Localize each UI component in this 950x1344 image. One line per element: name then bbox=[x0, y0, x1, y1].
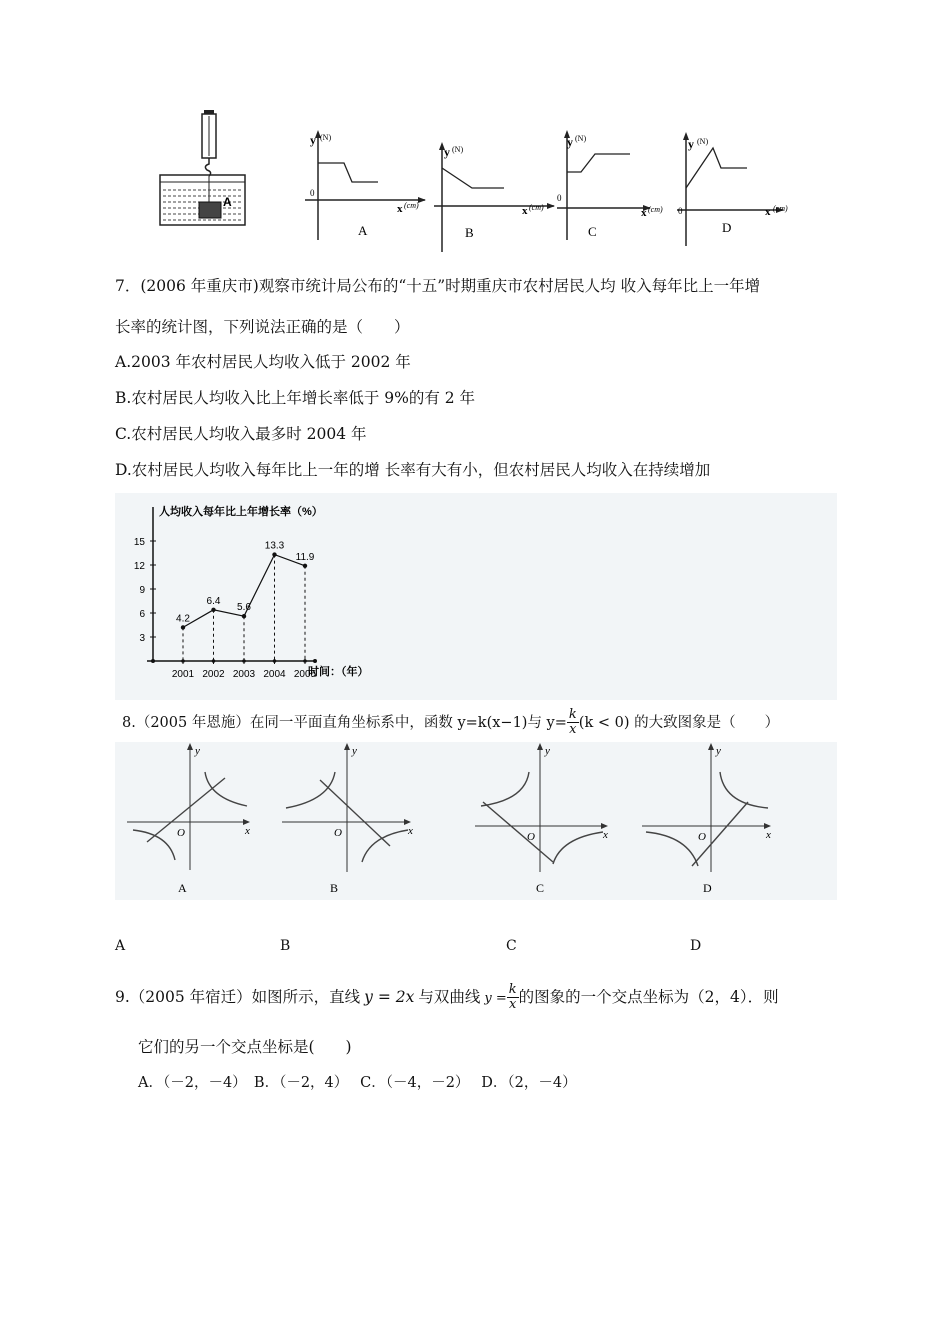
data-label: 4.2 bbox=[176, 613, 190, 625]
svg-text:x: x bbox=[641, 207, 647, 219]
x-tick-label: 2002 bbox=[202, 669, 225, 680]
svg-text:x: x bbox=[397, 203, 403, 215]
x-axis-label: 时间：（年） bbox=[308, 666, 369, 678]
data-label: 5.6 bbox=[237, 602, 251, 614]
q8-fraction: $\frac{k}{x}$ bbox=[568, 707, 577, 738]
x-tick-label: 2005 bbox=[293, 669, 317, 680]
data-label: 6.4 bbox=[206, 595, 221, 607]
q8-prefix: 8.（2005 年恩施）在同一平面直角坐标系中，函数 y=k(x−1)与 y= bbox=[122, 714, 567, 731]
q7-option-c: C.农村居民人均收入最多时 2004 年 bbox=[115, 425, 367, 443]
q7-option-a: A.2003 年农村居民人均收入低于 2002 年 bbox=[115, 353, 411, 371]
q8-graph-a bbox=[125, 742, 260, 897]
svg-text:(N): (N) bbox=[697, 137, 709, 146]
graph-option-d bbox=[675, 130, 800, 248]
svg-text:y: y bbox=[195, 745, 200, 757]
q9-line1: 9.（2005 年宿迁）如图所示，直线 y = 2x 与双曲线 y = $\frac{k}{x}$ 的图象的一个交点坐标为（2，4）．则 bbox=[115, 982, 779, 1013]
q7-option-b: B.农村居民人均收入比上年增长率低于 9%的有 2 年 bbox=[115, 389, 476, 407]
x-tick-label: 2003 bbox=[232, 669, 256, 680]
option-label: C bbox=[588, 224, 597, 239]
q7-option-d: D.农村居民人均收入每年比上一年的增 长率有大有小，但农村居民人均收入在持续增加 bbox=[115, 461, 711, 479]
q7-line2: 长率的统计图，下列说法正确的是（ ） bbox=[115, 318, 410, 336]
q7-line1: 7．(2006 年重庆市)观察市统计局公布的“十五”时期重庆市农村居民人均 收入每年比上一年增 bbox=[115, 277, 761, 295]
y-tick-label: 12 bbox=[133, 561, 145, 572]
data-label: 11.9 bbox=[295, 551, 315, 563]
svg-text:y: y bbox=[352, 745, 357, 757]
chart-title: 人均收入每年比上年增长率（%） bbox=[159, 506, 323, 518]
block-label: A bbox=[223, 195, 232, 209]
svg-text:y: y bbox=[716, 745, 721, 757]
y-tick-label: 3 bbox=[139, 633, 145, 644]
q8-graph-d bbox=[640, 742, 780, 897]
q8-answer-b: B bbox=[280, 938, 291, 954]
svg-text:y: y bbox=[545, 745, 550, 757]
svg-text:C: C bbox=[536, 881, 545, 895]
y-tick-label: 9 bbox=[139, 585, 145, 596]
svg-text:0: 0 bbox=[678, 206, 683, 216]
data-point bbox=[272, 552, 276, 556]
q9-fraction: $\frac{k}{x}$ bbox=[508, 982, 517, 1013]
svg-text:x: x bbox=[603, 829, 608, 841]
data-point bbox=[181, 625, 185, 629]
option-label: B bbox=[465, 225, 474, 240]
q8-suffix: (k < 0) 的大致图象是（ ） bbox=[578, 714, 780, 731]
svg-text:O: O bbox=[527, 831, 535, 843]
q8-answer-d: D bbox=[690, 938, 702, 954]
x-tick-label: 2001 bbox=[171, 669, 195, 680]
growth-rate-chart bbox=[115, 493, 837, 700]
svg-text:O: O bbox=[177, 827, 185, 839]
svg-text:y: y bbox=[444, 145, 450, 159]
graph-option-c bbox=[555, 128, 685, 243]
svg-text:B: B bbox=[330, 881, 339, 895]
svg-text:(N): (N) bbox=[452, 145, 464, 154]
q9-line2: 它们的另一个交点坐标是( ) bbox=[138, 1038, 352, 1056]
q8-answer-a: A bbox=[115, 938, 126, 954]
svg-text:x: x bbox=[522, 205, 528, 217]
svg-text:O: O bbox=[698, 831, 706, 843]
data-point bbox=[303, 564, 307, 568]
svg-text:x: x bbox=[245, 825, 250, 837]
svg-text:(N): (N) bbox=[320, 133, 332, 142]
svg-text:y: y bbox=[567, 135, 573, 149]
axis-origin-dot bbox=[151, 659, 155, 663]
x-tick-label: 2004 bbox=[263, 669, 286, 680]
svg-text:(cm): (cm) bbox=[404, 201, 419, 210]
axis-end-dot bbox=[313, 659, 317, 663]
svg-text:(cm): (cm) bbox=[529, 203, 544, 212]
svg-text:O: O bbox=[334, 827, 342, 839]
q9-options: A．（－2，－4） B．（－2，4） C．（－4，－2） D．（2，－4） bbox=[138, 1075, 577, 1091]
graph-option-a bbox=[300, 128, 430, 243]
q8-graph-b bbox=[280, 742, 420, 897]
svg-text:0: 0 bbox=[557, 193, 562, 203]
q8-question bbox=[122, 708, 779, 738]
svg-text:x: x bbox=[765, 206, 771, 218]
svg-text:A: A bbox=[178, 881, 187, 895]
svg-text:(cm): (cm) bbox=[773, 204, 788, 213]
graph-option-b bbox=[432, 140, 562, 255]
y-tick-label: 15 bbox=[133, 537, 145, 548]
svg-text:x: x bbox=[766, 829, 771, 841]
svg-text:(cm): (cm) bbox=[648, 205, 663, 214]
option-label: D bbox=[722, 220, 732, 235]
y-tick-label: 6 bbox=[139, 609, 145, 620]
data-label: 13.3 bbox=[264, 540, 285, 552]
q9-line-equation: y = 2x bbox=[364, 987, 415, 1006]
q8-answer-c: C bbox=[506, 938, 517, 954]
svg-text:y: y bbox=[310, 133, 316, 147]
option-label: A bbox=[358, 223, 368, 238]
data-point bbox=[211, 608, 215, 612]
data-point bbox=[242, 614, 246, 618]
svg-text:0: 0 bbox=[310, 188, 315, 198]
svg-text:D: D bbox=[703, 881, 712, 895]
svg-text:(N): (N) bbox=[575, 134, 587, 143]
svg-text:y: y bbox=[688, 137, 694, 151]
q8-graph-c bbox=[473, 742, 618, 897]
spring-scale-figure bbox=[155, 100, 245, 255]
svg-text:x: x bbox=[408, 825, 413, 837]
